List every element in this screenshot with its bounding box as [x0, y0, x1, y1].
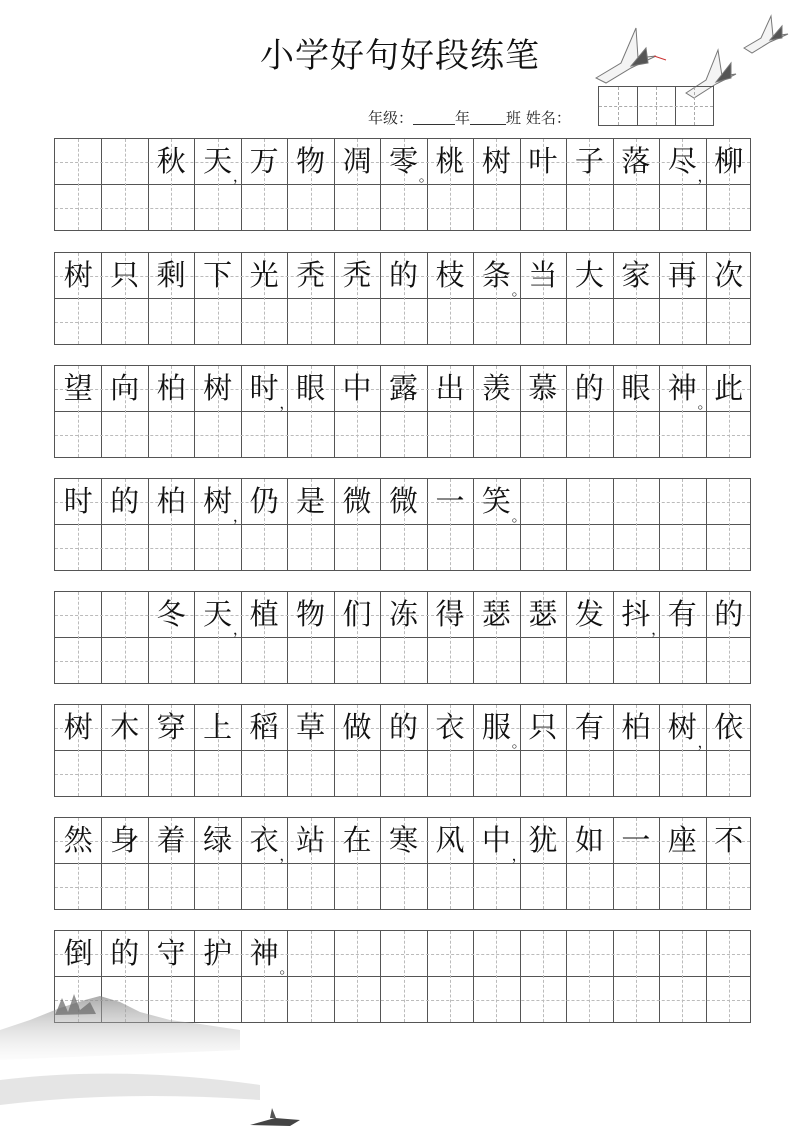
grid-cell-character: 然 [63, 823, 93, 857]
grid-cell-character: 树 [481, 144, 511, 178]
grid-cell-character: 在 [342, 823, 372, 857]
grid-punctuation: 。 [511, 281, 527, 299]
grid-cell-character: 物 [296, 597, 326, 631]
grid-cell-character [613, 479, 660, 524]
grid-cell-character: 植 [249, 597, 279, 631]
grid-cell-character: 绿 [203, 823, 233, 857]
grid-cell-character: 有 [667, 597, 697, 631]
grid-punctuation: ， [232, 620, 248, 638]
grid-cell-character: 树 [63, 258, 93, 292]
grid-cell-character [473, 931, 520, 976]
grid-cell-character: 树 [203, 371, 233, 405]
grid-cell-character: 得 [435, 597, 465, 631]
grid-cell-character: 条 [481, 258, 511, 292]
grid-cell-character: 桃 [435, 144, 465, 178]
grid-punctuation: 。 [511, 507, 527, 525]
class-label: 班 [506, 109, 522, 127]
grid-cell-character [706, 931, 753, 976]
grid-cell-character: 秃 [342, 258, 372, 292]
grid-cell-character: 着 [156, 823, 186, 857]
grid-cell-character: 上 [203, 710, 233, 744]
grid-punctuation: ， [232, 507, 248, 525]
grid-cell-character: 树 [63, 710, 93, 744]
grid-cell-character [55, 592, 102, 637]
grid-cell-character: 万 [249, 144, 279, 178]
grid-cell-character: 犹 [528, 823, 558, 857]
writing-row [54, 138, 751, 231]
grid-cell-character: 柏 [621, 710, 651, 744]
writing-row [54, 478, 751, 571]
year-label: 年 [455, 109, 471, 127]
grade-label: 年级： [368, 109, 414, 127]
grid-cell-character: 守 [156, 936, 186, 970]
grid-cell-character: 的 [389, 258, 419, 292]
grid-cell-character: 发 [574, 597, 604, 631]
grid-cell-character: 稻 [249, 710, 279, 744]
grid-cell-character: 次 [714, 258, 744, 292]
grid-cell-character [334, 931, 381, 976]
grid-cell-character: 时 [249, 371, 279, 405]
grid-cell-character: 依 [714, 710, 744, 744]
grid-cell-character: 瑟 [528, 597, 558, 631]
grid-cell-character: 凋 [342, 144, 372, 178]
grid-cell-character: 有 [574, 710, 604, 744]
grid-cell-character: 大 [574, 258, 604, 292]
grid-cell-character: 慕 [528, 371, 558, 405]
grid-cell-character: 尽 [667, 144, 697, 178]
grid-cell-character: 只 [528, 710, 558, 744]
grid-cell-character: 望 [63, 371, 93, 405]
grid-cell-character: 的 [714, 597, 744, 631]
grid-punctuation: ， [279, 394, 295, 412]
grid-cell-character [706, 479, 753, 524]
grid-cell-character: 站 [296, 823, 326, 857]
grid-cell-character: 树 [203, 484, 233, 518]
page-title: 小学好句好段练笔 [260, 36, 540, 76]
writing-row [54, 591, 751, 684]
grid-cell-character: 身 [110, 823, 140, 857]
grid-cell-character: 柏 [156, 371, 186, 405]
grid-cell-character: 零 [389, 144, 419, 178]
ink-landscape-icon [0, 990, 400, 1132]
grid-cell-character [101, 592, 148, 637]
grid-cell-character: 一 [621, 823, 651, 857]
grid-cell-character [659, 479, 706, 524]
grid-cell-character: 家 [621, 258, 651, 292]
grid-cell-character: 微 [342, 484, 372, 518]
grid-cell-character: 草 [296, 710, 326, 744]
grid-cell-character: 下 [203, 258, 233, 292]
grid-cell-character: 出 [435, 371, 465, 405]
grid-cell-character: 再 [667, 258, 697, 292]
grid-cell-character: 向 [110, 371, 140, 405]
grid-cell-character: 剩 [156, 258, 186, 292]
grid-cell-character: 一 [435, 484, 465, 518]
grid-cell-character: 眼 [296, 371, 326, 405]
grid-cell-character: 秋 [156, 144, 186, 178]
grid-cell-character: 衣 [249, 823, 279, 857]
grid-cell-character: 座 [667, 823, 697, 857]
grid-cell-character [427, 931, 474, 976]
grid-punctuation: ， [511, 846, 527, 864]
grid-punctuation: 。 [697, 394, 713, 412]
grid-cell-character: 神 [667, 371, 697, 405]
grid-cell-character: 只 [110, 258, 140, 292]
grid-cell-character: 的 [110, 484, 140, 518]
grid-cell-character: 的 [110, 936, 140, 970]
grid-cell-character: 们 [342, 597, 372, 631]
grid-cell-character: 天 [203, 144, 233, 178]
grid-cell-character: 叶 [528, 144, 558, 178]
grid-cell-character: 是 [296, 484, 326, 518]
student-info [368, 107, 571, 128]
grid-cell-character: 当 [528, 258, 558, 292]
name-box[interactable] [598, 86, 714, 126]
grid-cell-character: 瑟 [481, 597, 511, 631]
grid-cell-character: 木 [110, 710, 140, 744]
grade-blank[interactable] [413, 110, 455, 125]
grid-cell-character: 中 [342, 371, 372, 405]
grid-cell-character: 寒 [389, 823, 419, 857]
grid-cell-character: 冻 [389, 597, 419, 631]
grid-cell-character [101, 139, 148, 184]
class-blank[interactable] [470, 110, 506, 125]
grid-cell-character: 护 [203, 936, 233, 970]
grid-cell-character: 服 [481, 710, 511, 744]
grid-cell-character [566, 479, 613, 524]
grid-punctuation: 。 [511, 733, 527, 751]
grid-cell-character: 如 [574, 823, 604, 857]
grid-cell-character: 羡 [481, 371, 511, 405]
grid-cell-character: 微 [389, 484, 419, 518]
grid-cell-character: 中 [481, 823, 511, 857]
grid-cell-character [613, 931, 660, 976]
grid-cell-character: 物 [296, 144, 326, 178]
grid-cell-character: 衣 [435, 710, 465, 744]
writing-row [54, 365, 751, 458]
writing-row [54, 252, 751, 345]
grid-punctuation: 。 [418, 167, 434, 185]
grid-cell-character: 倒 [63, 936, 93, 970]
grid-punctuation: ， [651, 620, 667, 638]
grid-cell-character: 落 [621, 144, 651, 178]
grid-cell-character: 穿 [156, 710, 186, 744]
grid-punctuation: ， [697, 167, 713, 185]
grid-cell-character: 子 [574, 144, 604, 178]
grid-cell-character: 时 [63, 484, 93, 518]
writing-row [54, 817, 751, 910]
grid-cell-character: 秃 [296, 258, 326, 292]
grid-cell-character: 神 [249, 936, 279, 970]
grid-cell-character: 此 [714, 371, 744, 405]
grid-cell-character: 柳 [714, 144, 744, 178]
grid-cell-character: 仍 [249, 484, 279, 518]
grid-cell-character: 的 [574, 371, 604, 405]
grid-cell-character: 眼 [621, 371, 651, 405]
grid-cell-character: 冬 [156, 597, 186, 631]
grid-punctuation: ， [232, 167, 248, 185]
grid-cell-character: 的 [389, 710, 419, 744]
grid-cell-character [520, 931, 567, 976]
grid-cell-character: 树 [667, 710, 697, 744]
grid-punctuation: ， [279, 846, 295, 864]
grid-cell-character [55, 139, 102, 184]
grid-cell-character [659, 931, 706, 976]
grid-cell-character: 柏 [156, 484, 186, 518]
grid-cell-character: 露 [389, 371, 419, 405]
grid-cell-character: 不 [714, 823, 744, 857]
grid-punctuation: ， [697, 733, 713, 751]
grid-cell-character: 笑 [481, 484, 511, 518]
grid-cell-character: 抖 [621, 597, 651, 631]
grid-cell-character: 天 [203, 597, 233, 631]
grid-cell-character [566, 931, 613, 976]
grid-cell-character: 枝 [435, 258, 465, 292]
grid-punctuation: 。 [279, 959, 295, 977]
grid-cell-character: 做 [342, 710, 372, 744]
name-label: 姓名： [525, 109, 571, 127]
grid-cell-character: 风 [435, 823, 465, 857]
writing-row [54, 704, 751, 797]
grid-cell-character [380, 931, 427, 976]
grid-cell-character: 光 [249, 258, 279, 292]
